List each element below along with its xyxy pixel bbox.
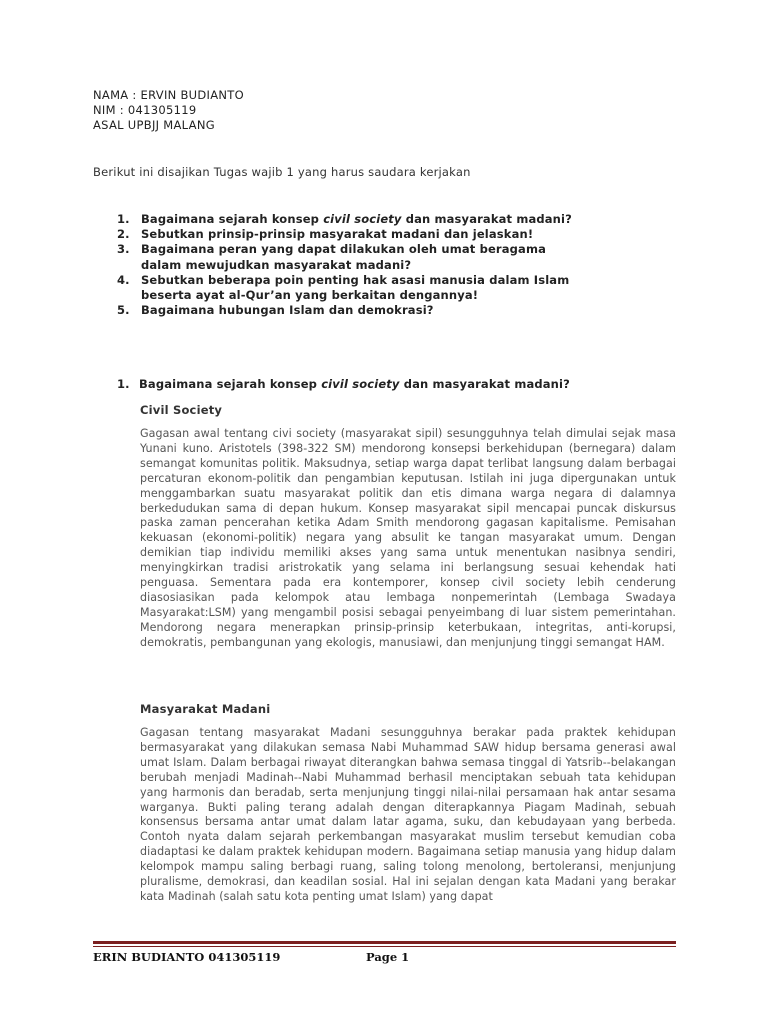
student-upbjj: ASAL UPBJJ MALANG [93, 118, 215, 132]
question-text: Sebutkan beberapa poin penting hak asasi manusia dalam Islam beserta ayat al-Qur’an yang berkaitan dengannya! [141, 272, 570, 303]
question-text: Bagaimana hubungan Islam dan demokrasi? [141, 303, 434, 318]
question-number: 3. [117, 242, 130, 257]
footer-rule-thin [93, 946, 676, 947]
question-number: 1. [117, 212, 130, 226]
question-number: 2. [117, 227, 130, 242]
footer-rule-thick [93, 941, 676, 944]
question-text: Sebutkan prinsip-prinsip masyarakat madani dan jelaskan! [141, 227, 534, 242]
masyarakat-madani-paragraph: Gagasan tentang masyarakat Madani sesungguhnya berakar pada praktek kehidupan bermasyarakat yang dilakukan semasa Nabi Muhammad SAW hidup bersama generasi awal umat Islam. Dalam berbagai riwayat diterangkan bahwa semasa tinggal di Yatsrib--belakangan berubah menjadi Madinah--Nabi Muhammad berhasil menciptakan sebuah tata kehidupan yang harmonis dan beradab, serta menjunjung tinggi nilai-nilai persamaan hak antar sesama warganya. Bukti paling terang adalah dengan diterapkannya Piagam Madinah, sebuah konsensus bersama antar umat dalam latar agama, suku, dan kebudayaan yang berbeda. Contoh nyata dalam sejarah perkembangan masyarakat muslim tersebut kemudian coba diadaptasi ke dalam praktek kehidupan modern. Bagaimana setiap manusia yang hidup dalam kelompok mampu saling berbagi ruang, saling tolong menolong, bertoleransi, menjunjung pluralisme, demokrasi, dan keadilan sosial. Hal ini sejalan dengan kata Madani yang berakar kata Madinah (salah satu kota penting umat Islam) yang dapat [140, 726, 676, 903]
footer-page-number: Page 1 [366, 950, 410, 964]
question-number: 4. [117, 272, 130, 287]
masyarakat-madani-heading: Masyarakat Madani [140, 702, 271, 716]
intro-text: Berikut ini disajikan Tugas wajib 1 yang harus saudara kerjakan [93, 165, 471, 179]
question-number: 5. [117, 303, 130, 318]
question-item [117, 303, 637, 318]
civil-society-paragraph: Gagasan awal tentang civi society (masyarakat sipil) sesungguhnya telah dimulai sejak masa Yunani kuno. Aristotels (398-322 SM) mendorong konsepsi berkehidupan (bernegara) dalam semangat komunitas politik. Maksudnya, setiap warga dapat terlibat langsung dalam berbagai percaturan ekonom-politik dan pengambian keputusan. Istilah ini juga dipergunakan untuk menggambarkan suatu masyarakat politik dan etis dimana warga negara di dalamnya berkedudukan sama di depan hukum. Konsep masyarakat sipil mencapai puncak diskursus paska zaman pencerahan ketika Adam Smith mendorong gagasan kapitalisme. Pemisahan kekuasan (ekonomi-politik) negara yang absulit ke tangan masyarakat umum. Dengan demikian tiap individu memiliki akses yang sama untuk menentukan nasibnya sendiri, menyingkirkan tradisi aristrokatik yang selama ini berlangsung sesuai kehendak hati penguasa. Sementara pada era kontemporer, konsep civil society lebih cenderung diasosiasikan pada kelompok atau lembaga nonpemerintah (Lembaga Swadaya Masyarakat:LSM) yang mengambil posisi sebagai penyeimbang di luar sistem pemerintahan. Mendorong negara menerapkan prinsip-prinsip keterbukaan, integritas, anti-korupsi, demokratis, pembangunan yang ekologis, manusiawi, dan menjunjung tinggi semangat HAM. [140, 427, 676, 649]
question-text: Bagaimana peran yang dapat dilakukan oleh umat beragama dalam mewujudkan masyarakat madani? [141, 242, 546, 272]
student-info [93, 88, 244, 133]
question-item [117, 273, 637, 303]
footer-author: ERIN BUDIANTO 041305119 [93, 950, 281, 964]
question-item [117, 242, 637, 272]
section-question-heading: 1. Bagaimana sejarah konsep civil society dan masyarakat madani? [117, 377, 570, 391]
student-nim: NIM : 041305119 [93, 103, 197, 117]
question-item [117, 212, 637, 227]
question-list [117, 212, 637, 318]
question-text: Bagaimana sejarah konsep civil society dan masyarakat madani? [141, 212, 572, 226]
question-item [117, 227, 637, 242]
civil-society-heading: Civil Society [140, 403, 223, 417]
student-name: NAMA : ERVIN BUDIANTO [93, 88, 244, 102]
